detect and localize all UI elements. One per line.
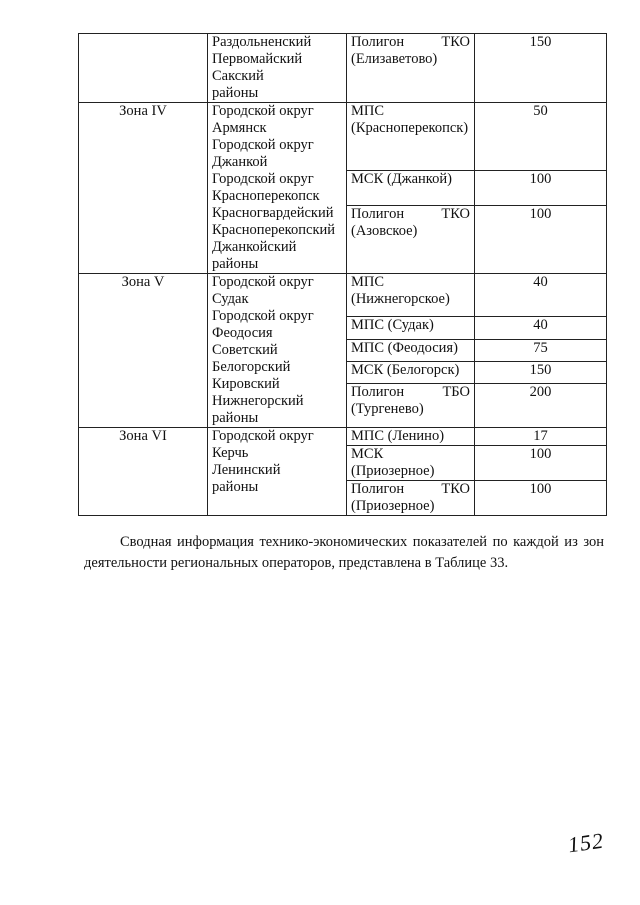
handwritten-page-number: 152 [566,827,606,858]
district-line: районы [212,85,259,101]
facility-name [351,34,470,51]
facility-name-part: ТКО [441,481,470,497]
facility-name [351,103,470,120]
facility-name-part: Полигон [351,384,405,401]
facility-cell [347,481,475,516]
facility-name [351,384,470,401]
district-line: Нижнегорский [212,393,304,409]
district-line: районы [212,479,259,495]
districts-cell [208,34,347,103]
facility-name-part: Полигон [351,34,405,50]
districts-cell [208,103,347,274]
facility-name-part: МПС [351,103,385,119]
district-line: Красноперекопск [212,188,320,204]
facility-cell [347,339,475,361]
district-line: Судак [212,291,249,307]
facility-place: (Нижнегорское) [351,291,450,307]
zone-label: Зона V [121,274,165,290]
district-line: Городской округ [212,137,314,153]
facility-name-part: ТКО [441,34,470,50]
facility-cell [347,362,475,384]
facility-place: (Приозерное) [351,463,435,479]
zone-cell [79,34,208,103]
district-line: Городской округ [212,274,314,290]
facility-cell [347,428,475,446]
facility-name-part: ТКО [441,205,470,222]
district-line: Кировский [212,376,280,392]
district-line: Красногвардейский [212,205,334,221]
facility-name-part: Полигон [351,205,405,222]
facility-name [351,428,470,445]
district-line: Керчь [212,445,249,461]
district-line: Красноперекопский [212,222,336,238]
zone-cell [79,428,208,516]
table-row [79,428,607,446]
facility-name [351,481,470,498]
district-line: Ленинский [212,462,281,478]
district-line: Советский [212,342,278,358]
capacity-value: 100 [475,171,607,206]
facility-name [351,340,470,357]
facility-cell [347,171,475,206]
facility-name-part: ТБО [442,384,470,401]
table-row [79,34,607,103]
capacity-value: 17 [475,428,607,446]
facility-place: (Тургенево) [351,401,424,418]
districts-cell [208,428,347,516]
facility-place: (Красноперекопск) [351,120,469,136]
facility-name-part: МСК (Джанкой) [351,171,452,187]
capacity-value: 200 [475,384,607,428]
district-line: Армянск [212,120,267,136]
zone-cell [79,103,208,274]
capacity-value: 150 [475,362,607,384]
facility-place: (Азовское) [351,222,418,239]
facility-name-part: МСК [351,446,384,462]
facility-cell [347,103,475,171]
capacity-value: 100 [475,446,607,481]
capacity-value: 150 [475,34,607,103]
district-line: Белогорский [212,359,291,375]
district-line: районы [212,410,259,426]
district-line: Городской округ [212,103,314,119]
facility-place: (Елизаветово) [351,51,438,67]
facility-cell [347,274,475,317]
facility-cell [347,34,475,103]
facility-name-part: Полигон [351,481,405,497]
district-line: Первомайский [212,51,303,67]
zone-label: Зона VI [119,428,167,444]
facility-cell [347,317,475,339]
facility-name [351,317,470,334]
facility-name-part: МПС (Феодосия) [351,339,458,356]
facility-name-part: МПС (Ленино) [351,428,445,444]
district-line: Городской округ [212,428,314,444]
facility-cell [347,384,475,428]
facility-name [351,446,470,463]
district-line: Городской округ [212,308,314,324]
district-line: Городской округ [212,171,314,187]
capacity-value: 40 [475,317,607,339]
summary-paragraph: Сводная информация технико-экономических показателей по каждой из зон деятельности региональных операторов, представлена в Таблице 33. [84,534,604,571]
districts-cell [208,274,347,428]
facility-name [351,362,470,379]
facility-name-part: МПС (Судак) [351,317,434,334]
capacity-value: 50 [475,103,607,171]
facility-cell [347,205,475,273]
capacity-value: 100 [475,205,607,273]
facility-name [351,274,470,291]
facility-name [351,206,470,223]
district-line: Раздольненский [212,34,312,50]
district-line: Джанкой [212,154,268,170]
capacity-value: 75 [475,339,607,361]
capacity-value: 100 [475,481,607,516]
facility-name-part: МПС [351,274,385,290]
district-line: Феодосия [212,325,273,341]
district-line: районы [212,256,259,272]
facility-name [351,171,470,188]
zones-table [78,33,607,516]
facility-place: (Приозерное) [351,498,435,514]
zone-cell [79,274,208,428]
table-row [79,103,607,171]
district-line: Джанкойский [212,239,297,255]
table-row [79,274,607,317]
capacity-value: 40 [475,274,607,317]
facility-cell [347,446,475,481]
zone-label: Зона IV [119,103,167,119]
facility-name-part: МСК (Белогорск) [351,362,460,379]
district-line: Сакский [212,68,264,84]
